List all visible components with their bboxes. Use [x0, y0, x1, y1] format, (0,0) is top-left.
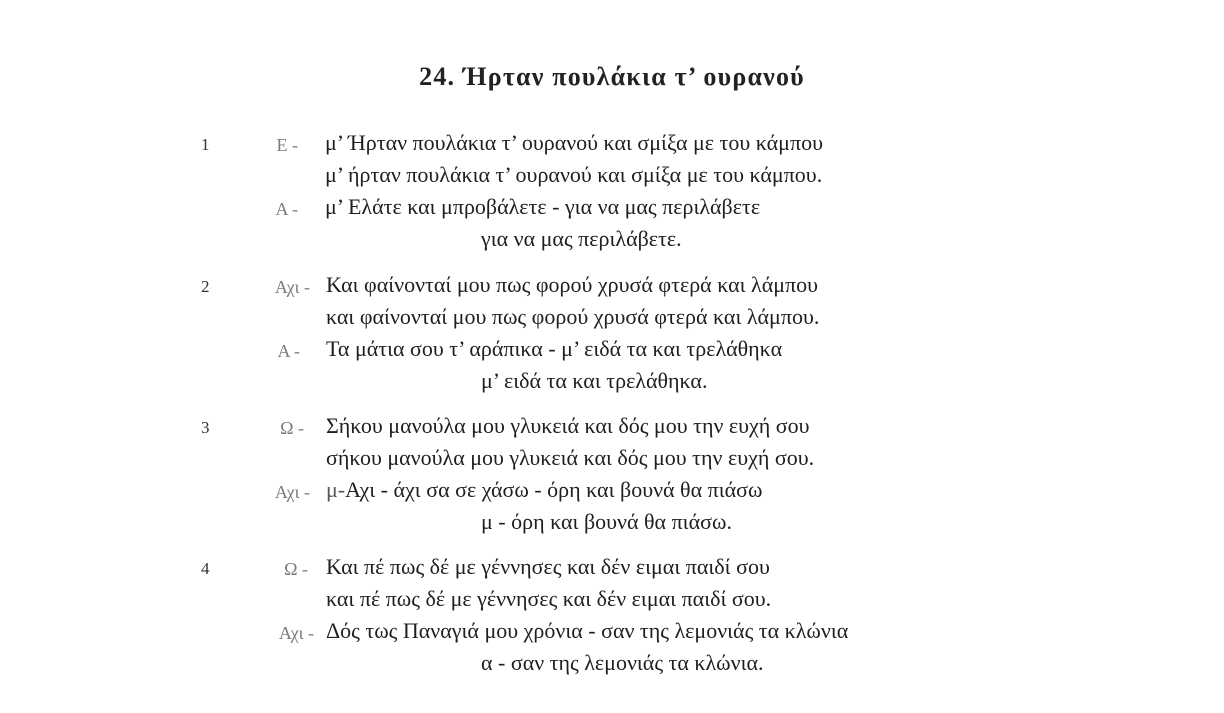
verse-prefix: μ-: [326, 477, 346, 502]
verse-text: μ’ ειδά τα και τρελάθηκα.: [481, 368, 708, 393]
verse-text: Σήκου μανούλα μου γλυκειά και δός μου την ευχή σου: [326, 413, 810, 438]
stanza-number: 1: [201, 135, 210, 154]
stanza-number: 2: [201, 277, 210, 296]
verse-text: για να μας περιλάβετε.: [481, 226, 682, 251]
verse-line: [0, 304, 1224, 336]
voice-label: Ε -: [276, 135, 298, 155]
voice-label: Α -: [275, 199, 298, 219]
song-title: 24. Ήρταν πουλάκια τ’ ουρανού: [419, 62, 805, 91]
voice-label: Αχι -: [274, 277, 310, 297]
verse-line: [0, 194, 1224, 226]
stanza-number: 4: [201, 559, 210, 578]
verse-line: [0, 477, 1224, 509]
voice-label: Α -: [277, 341, 300, 361]
verse-text: μ’ Ήρταν πουλάκια τ’ ουρανού και σμίξα με του κάμπου: [325, 130, 823, 155]
verse-main: Αχι - άχι σα σε χάσω - όρη και βουνά θα πιάσω: [345, 477, 763, 502]
verse-line: [0, 413, 1224, 445]
verse-line: [0, 509, 1224, 541]
voice-label: Ω -: [284, 559, 308, 579]
verse-text: και πέ πως δέ με γέννησες και δέν ειμαι παιδί σου.: [326, 586, 772, 611]
verse-text: μ’ ήρταν πουλάκια τ’ ουρανού και σμίξα με του κάμπου.: [325, 162, 823, 187]
verse-line: [0, 445, 1224, 477]
verse-line: [0, 162, 1224, 194]
verse-line: [0, 336, 1224, 368]
verse-line: [0, 650, 1224, 682]
stanza-number: 3: [201, 418, 210, 437]
verse-text: Και φαίνονταί μου πως φορού χρυσά φτερά και λάμπου: [326, 272, 819, 297]
verse-line: [0, 272, 1224, 304]
verse-text: Δός τως Παναγιά μου χρόνια - σαν της λεμονιάς τα κλώνια: [326, 618, 849, 643]
verse-text: [326, 477, 763, 503]
verse-text: σήκου μανούλα μου γλυκειά και δός μου την ευχή σου.: [326, 445, 815, 470]
verse-line: [0, 368, 1224, 400]
verse-text: α - σαν της λεμονιάς τα κλώνια.: [481, 650, 764, 675]
verse-line: [0, 226, 1224, 258]
verse-line: [0, 618, 1224, 650]
verse-text: μ - όρη και βουνά θα πιάσω.: [481, 509, 732, 534]
verse-line: [0, 554, 1224, 586]
voice-label: Αχι -: [278, 623, 314, 643]
verse-text: μ’ Ελάτε και μπροβάλετε - για να μας περιλάβετε: [325, 194, 761, 219]
verse-line: [0, 130, 1224, 162]
verse-text: και φαίνονταί μου πως φορού χρυσά φτερά και λάμπου.: [326, 304, 820, 329]
verse-line: [0, 586, 1224, 618]
voice-label: Ω -: [280, 418, 304, 438]
verse-text: Τα μάτια σου τ’ αράπικα - μ’ ειδά τα και τρελάθηκα: [326, 336, 783, 361]
verse-text: Και πέ πως δέ με γέννησες και δέν ειμαι παιδί σου: [326, 554, 770, 579]
voice-label: Αχι -: [274, 482, 310, 502]
